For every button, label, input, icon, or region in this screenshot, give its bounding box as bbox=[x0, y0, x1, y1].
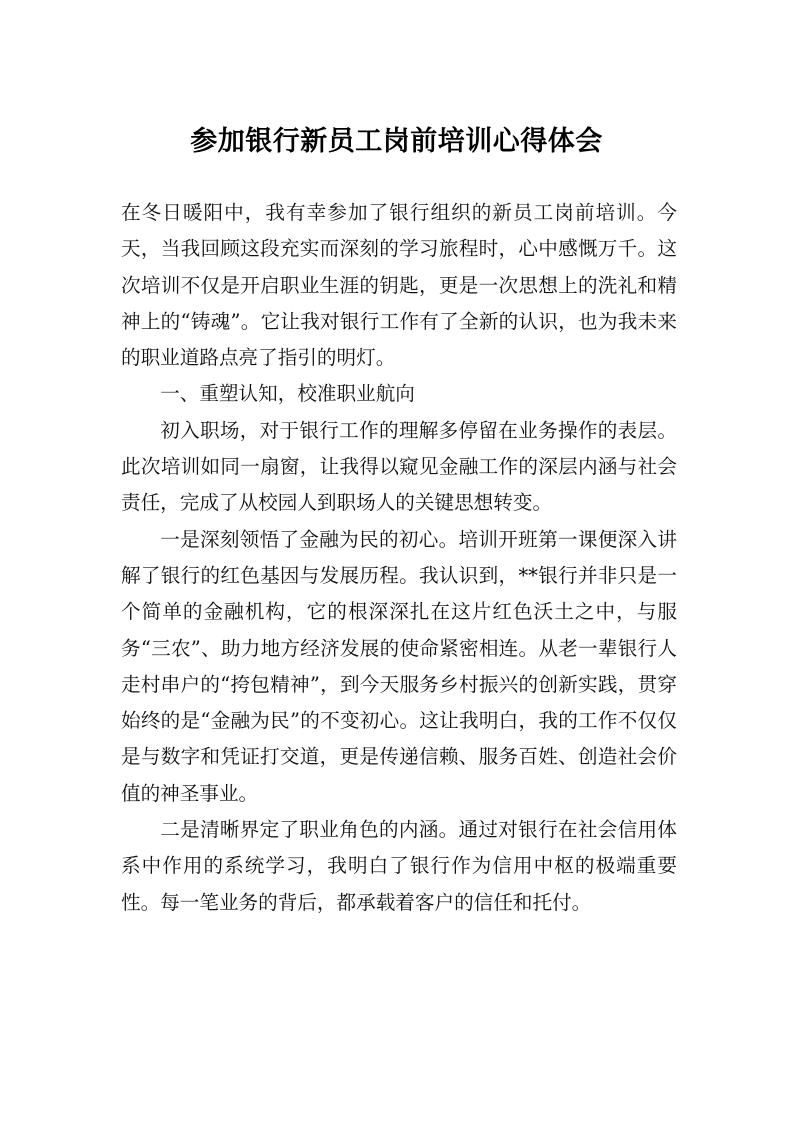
document-title: 参加银行新员工岗前培训心得体会 bbox=[190, 126, 603, 157]
document-body bbox=[121, 195, 677, 921]
body-paragraph: 初入职场，对于银行工作的理解多停留在业务操作的表层。此次培训如同一扇窗，让我得以窥见金融工作的深层内涵与社会责任，完成了从校园人到职场人的关键思想转变。 bbox=[121, 418, 677, 515]
body-paragraph: 二是清晰界定了职业角色的内涵。通过对银行在社会信用体系中作用的系统学习，我明白了银行作为信用中枢的极端重要性。每一笔业务的背后，都承载着客户的信任和托付。 bbox=[121, 818, 677, 914]
section-heading-1: 一、重塑认知，校准职业航向 bbox=[160, 382, 415, 406]
body-paragraph: 一是深刻领悟了金融为民的初心。培训开班第一课便深入讲解了银行的红色基因与发展历程。我认识到，**银行并非只是一个简单的金融机构，它的根深深扎在这片红色沃土之中，与服务“三农”、助力地方经济发展的使命紧密相连。从老一辈银行人走村串户的“挎包精神”，到今天服务乡村振兴的创新实践，贯穿始终的是“金融为民”的不变初心。这让我明白，我的工作不仅仅是与数字和凭证打交道，更是传递信赖、服务百姓、创造社会价值的神圣事业。 bbox=[121, 527, 677, 805]
intro-paragraph: 在冬日暖阳中，我有幸参加了银行组织的新员工岗前培训。今天，当我回顾这段充实而深刻的学习旅程时，心中感慨万千。这次培训不仅是开启职业生涯的钥匙，更是一次思想上的洗礼和精神上的“铸魂”。它让我对银行工作有了全新的认识，也为我未来的职业道路点亮了指引的明灯。 bbox=[121, 201, 677, 370]
